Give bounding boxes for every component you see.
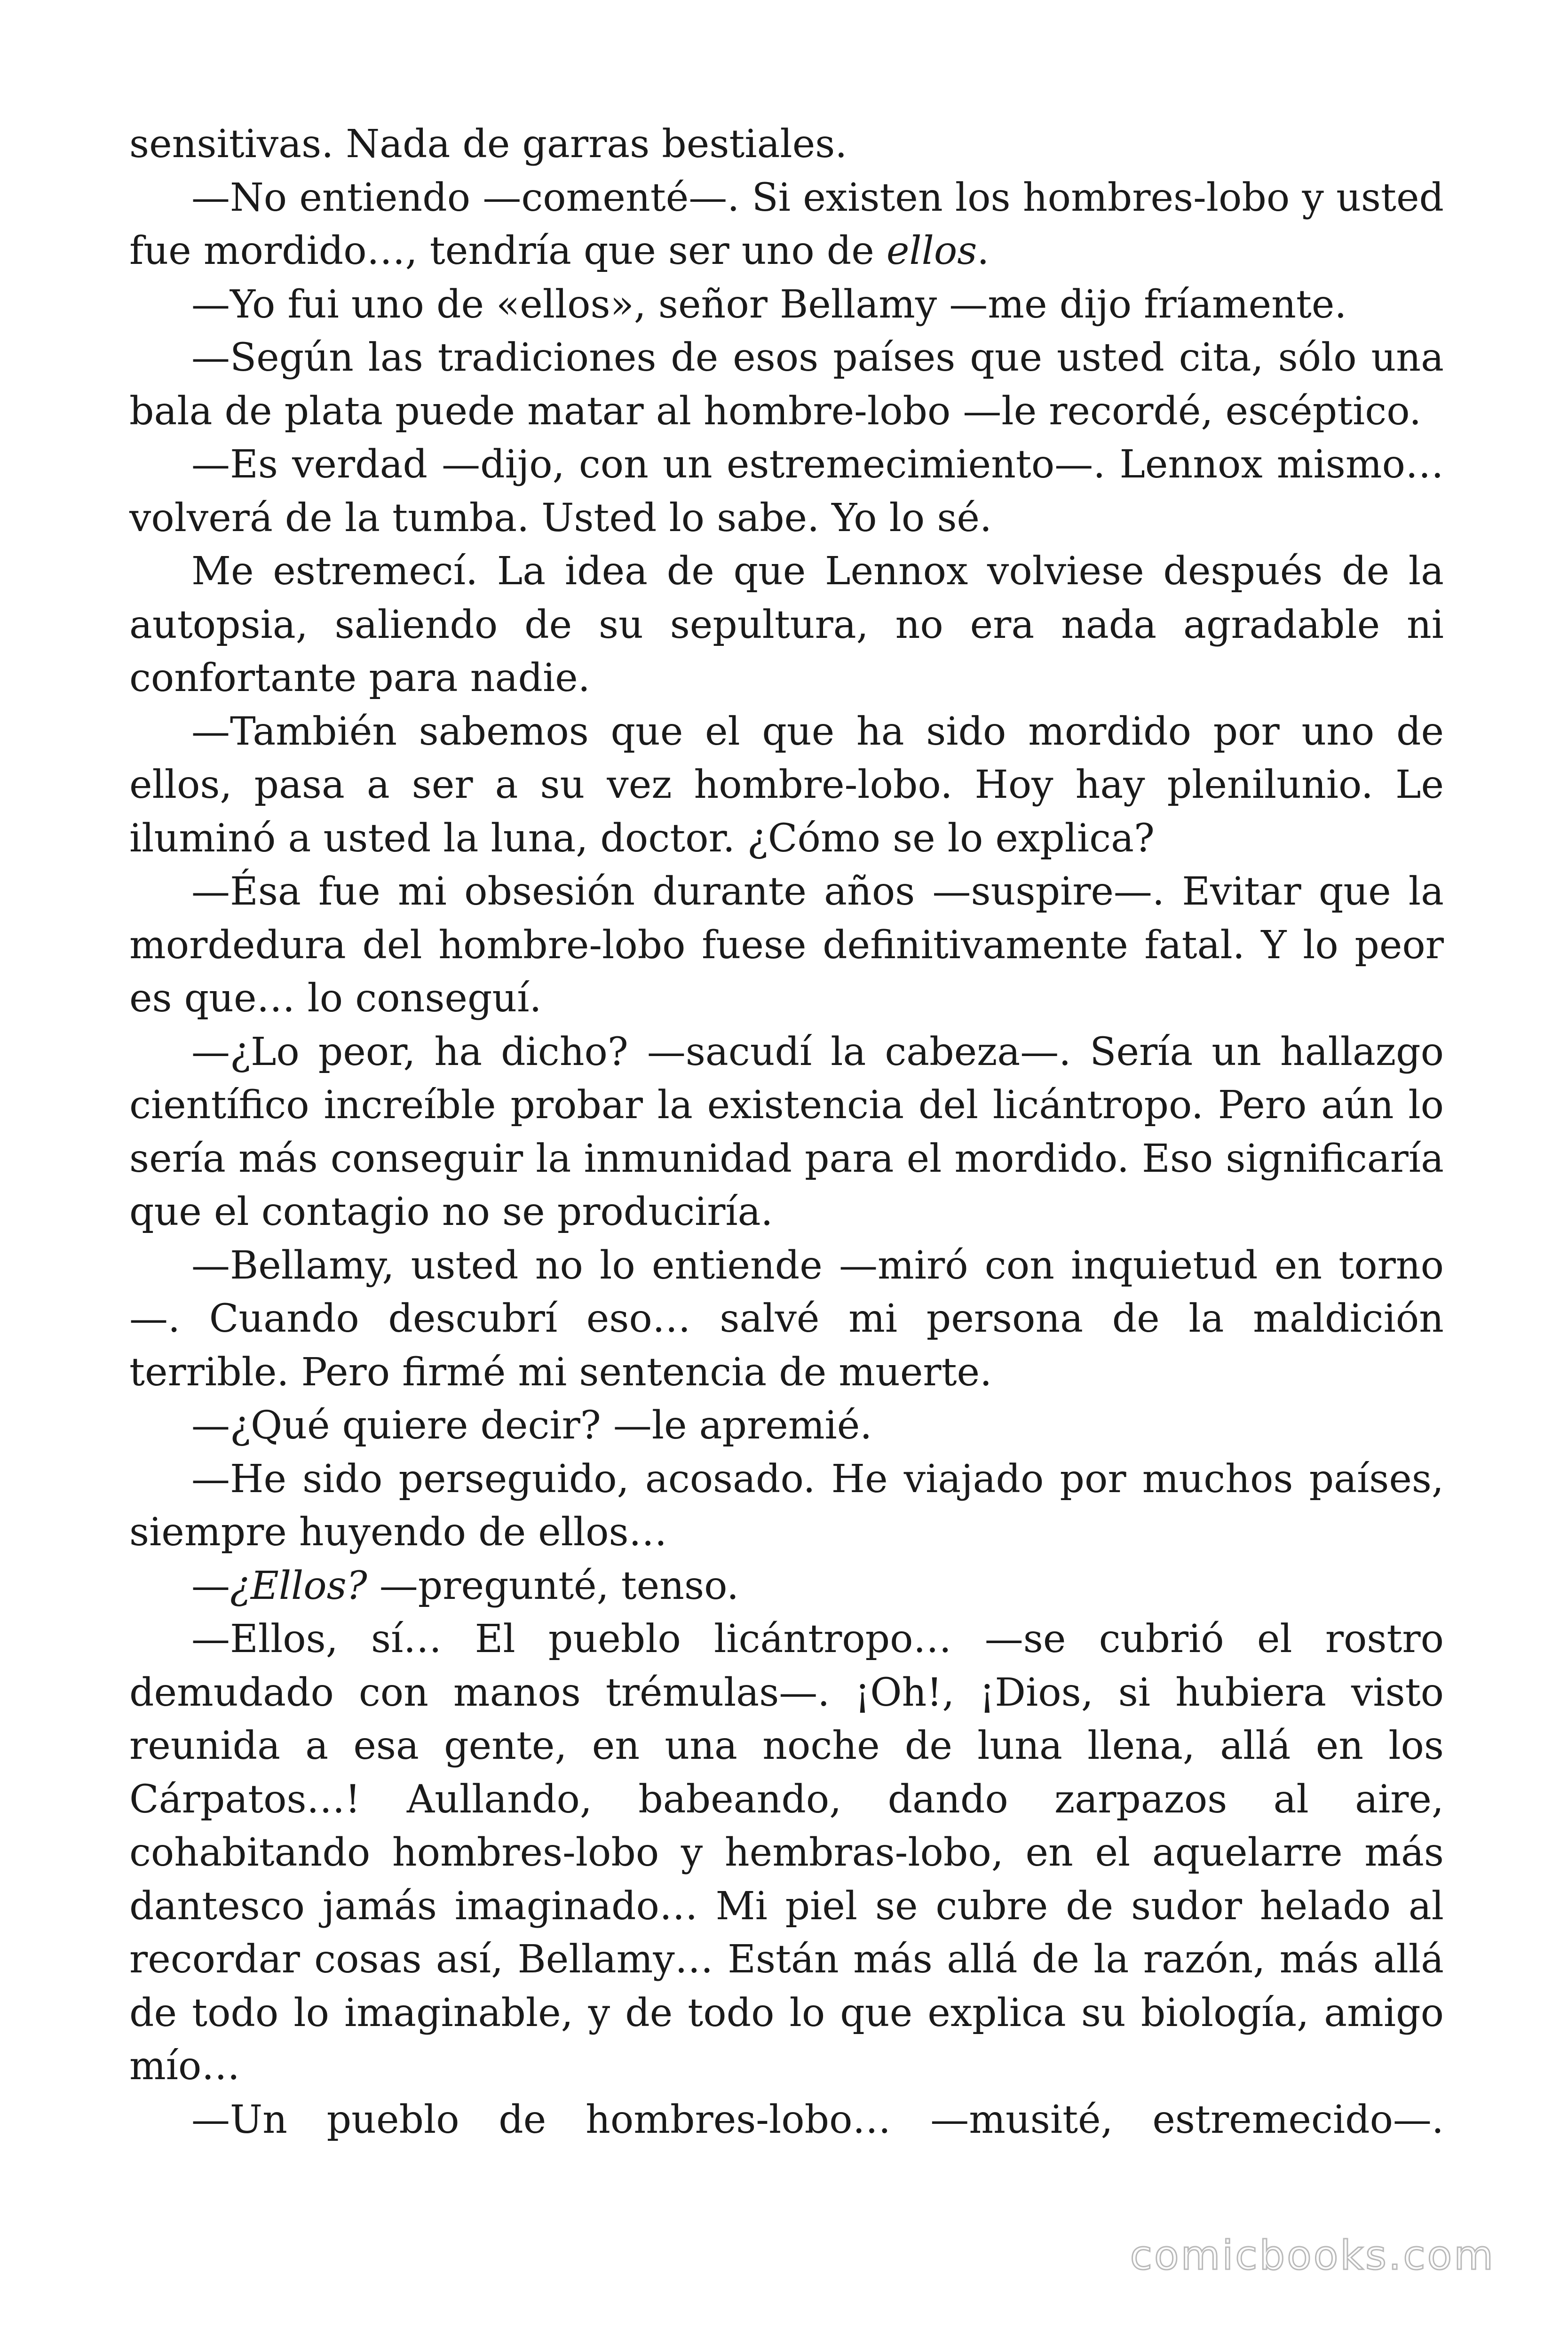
text-run: sensitivas. Nada de garras bestiales. [129, 122, 847, 167]
text-run: —He sido perseguido, acosado. He viajado por muchos países, siempre huyendo de ellos… [129, 1456, 1444, 1555]
text-run: —Bellamy, usted no lo entiende —miró con inquietud en torno —. Cuando descubrí eso… salvé mi persona de la maldición terrible. Pero firmé mi sentencia de muerte. [129, 1243, 1444, 1395]
text-run: Me estremecí. La idea de que Lennox volviese después de la autopsia, saliendo de su sepultura, no era nada agradable ni confortante para nadie. [129, 549, 1444, 700]
paragraph [129, 1559, 1444, 1613]
text-run: —Es verdad —dijo, con un estremecimiento—. Lennox mismo… volverá de la tumba. Usted lo sabe. Yo lo sé. [129, 442, 1444, 540]
text-run: —pregunté, tenso. [367, 1563, 739, 1608]
text-run: . [977, 229, 990, 273]
paragraph [129, 1025, 1444, 1239]
text-run: —Ésa fue mi obsesión durante años —suspire—. Evitar que la mordedura del hombre-lobo fuese definitivamente fatal. Y lo peor es que… lo conseguí. [129, 869, 1444, 1021]
text-run: —¿Qué quiere decir? —le apremié. [191, 1403, 872, 1448]
paragraph [129, 118, 1444, 171]
paragraph [129, 1613, 1444, 2093]
paragraph [129, 171, 1444, 278]
body-text [129, 118, 1444, 2146]
text-run: —También sabemos que el que ha sido mordido por uno de ellos, pasa a ser a su vez hombre-lobo. Hoy hay plenilunio. Le iluminó a usted la luna, doctor. ¿Cómo se lo explica? [129, 709, 1444, 861]
paragraph [129, 278, 1444, 332]
paragraph [129, 1239, 1444, 1399]
paragraph [129, 331, 1444, 438]
text-run: —Un pueblo de hombres-lobo… —musité, estremecido—. [191, 2097, 1444, 2142]
paragraph [129, 705, 1444, 866]
paragraph [129, 2093, 1444, 2147]
paragraph [129, 865, 1444, 1025]
text-run: —¿Lo peor, ha dicho? —sacudí la cabeza—. Sería un hallazgo científico increíble probar la existencia del licántropo. Pero aún lo sería más conseguir la inmunidad para el mordido. Eso significaría que el contagio no se produciría. [129, 1029, 1444, 1234]
text-run: —Ellos, sí… El pueblo licántropo… —se cubrió el rostro demudado con manos trémulas—. ¡Oh!, ¡Dios, si hubiera visto reunida a esa gente, en una noche de luna llena, allá en los Cárpatos…! Aullando, babeando, dando zarpazos al aire, cohabitando hombres-lobo y hembras-lobo, en el aquelarre más dantesco jamás imaginado… Mi piel se cubre de sudor helado al recordar cosas así, Bellamy… Están más allá de la razón, más allá de todo lo imaginable, y de todo lo que explica su biología, amigo mío… [129, 1617, 1444, 2089]
text-run: —Según las tradiciones de esos países que usted cita, sólo una bala de plata puede matar al hombre-lobo —le recordé, escéptico. [129, 335, 1444, 434]
italic-run: ellos [886, 229, 977, 273]
paragraph [129, 545, 1444, 705]
paragraph [129, 1399, 1444, 1453]
text-run: — [191, 1563, 230, 1608]
paragraph [129, 438, 1444, 545]
italic-run: ¿Ellos? [230, 1563, 367, 1608]
watermark: comicbooks.com [1130, 2232, 1495, 2279]
text-run: —Yo fui uno de «ellos», señor Bellamy —me dijo fríamente. [191, 282, 1347, 327]
paragraph [129, 1453, 1444, 1559]
text-run: —No entiendo —comenté—. Si existen los hombres-lobo y usted fue mordido…, tendría que ser uno de [129, 175, 1444, 273]
